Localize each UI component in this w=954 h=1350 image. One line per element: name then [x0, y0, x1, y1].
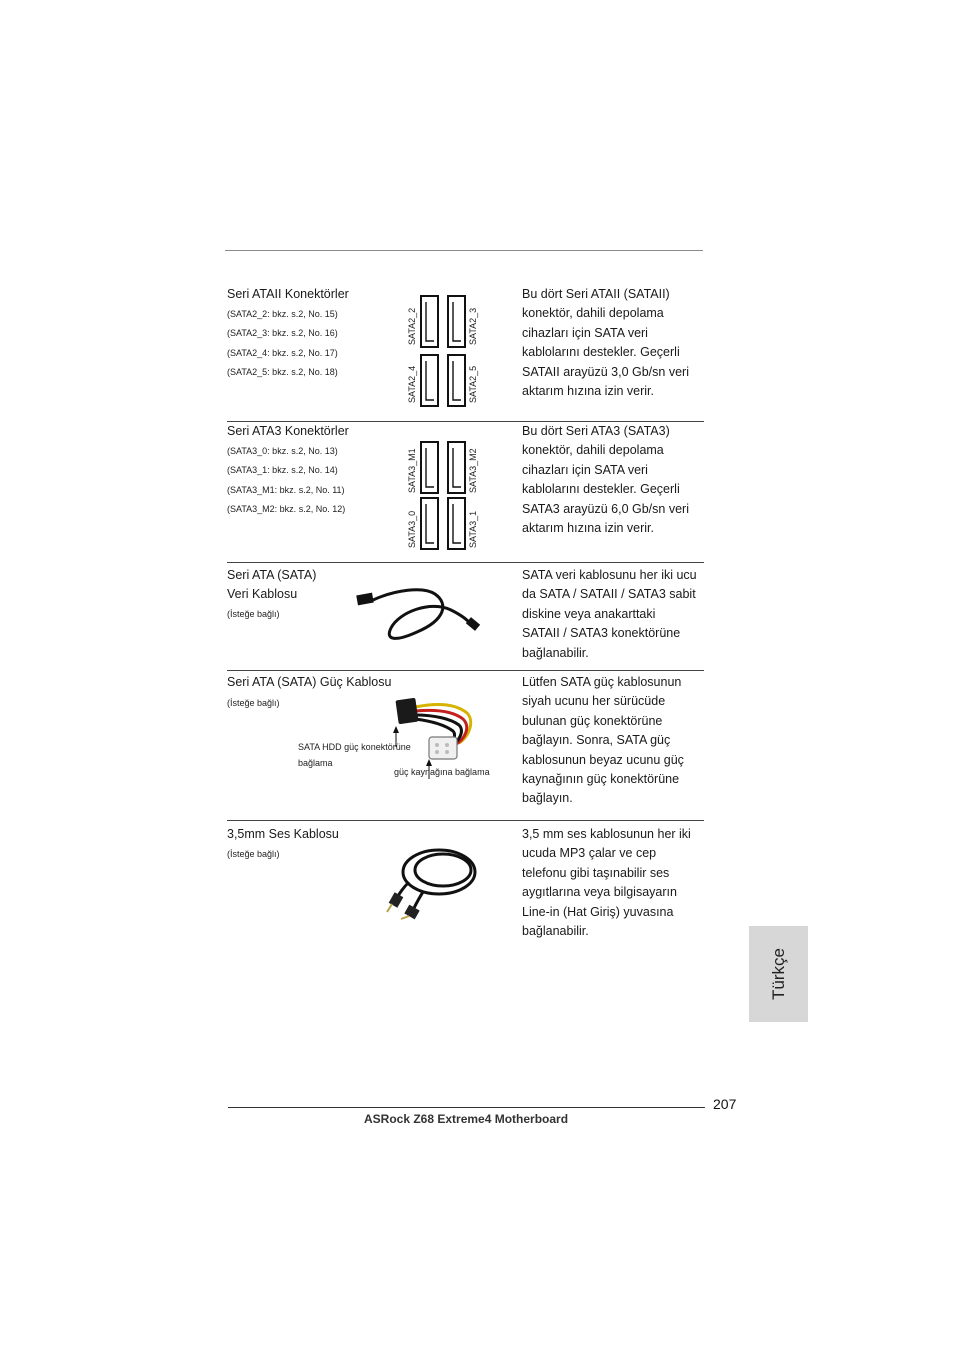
section-power-cable [227, 673, 705, 813]
section-divider [227, 670, 704, 671]
language-tab [749, 926, 808, 1022]
footer-product-name: ASRock Z68 Extreme4 Motherboard [364, 1112, 569, 1126]
sata2-note-1: (SATA2_2: bkz. s.2, No. 15) [227, 309, 338, 319]
sata-data-cable-image [355, 580, 485, 646]
top-rule [225, 250, 703, 251]
audio-cable-image [383, 840, 483, 920]
label-sata3-1: SATA3_1 [468, 510, 478, 548]
sata2-description: Bu dört Seri ATAII (SATAII) konektör, dahili depolama cihazları için SATA veri kablolarını destekler. Geçerli SATAII arayüzü 3,0 Gb/sn veri aktarım hızına izin verir. [522, 287, 689, 399]
connector-sata3-1 [448, 498, 465, 549]
label-hdd-line-1: SATA HDD güç konektörüne [298, 742, 411, 752]
sata3-note-4: (SATA3_M2: bkz. s.2, No. 12) [227, 504, 346, 514]
sata3-note-2: (SATA3_1: bkz. s.2, No. 14) [227, 465, 338, 475]
sata2-note-4: (SATA2_5: bkz. s.2, No. 18) [227, 367, 338, 377]
data-cable-title-line-2: Veri Kablosu [227, 587, 298, 601]
sata3-connector-diagram [405, 440, 487, 552]
section-divider [227, 562, 704, 563]
label-sata3-m1: SATA3_M1 [407, 448, 417, 493]
sata3-note-1: (SATA3_0: bkz. s.2, No. 13) [227, 446, 338, 456]
data-cable-description: SATA veri kablosunu her iki ucu da SATA / SATAII / SATA3 sabit diskine veya anakarttaki SATAII / SATA3 konektörüne bağlanabilir. [522, 568, 697, 660]
connector-sata2-4 [421, 355, 438, 406]
data-cable-title-line-1: Seri ATA (SATA) [227, 568, 317, 582]
connector-sata3-m1 [421, 442, 438, 493]
sata3-note-3: (SATA3_M1: bkz. s.2, No. 11) [227, 485, 345, 495]
sata3-title: Seri ATA3 Konektörler [227, 424, 349, 438]
audio-cable-title: 3,5mm Ses Kablosu [227, 827, 339, 841]
sata2-title: Seri ATAII Konektörler [227, 287, 349, 301]
language-tab-label: Türkçe [768, 948, 788, 1000]
section-data-cable [227, 566, 705, 666]
section-divider [227, 820, 704, 821]
connector-sata2-3 [448, 296, 465, 347]
connector-sata3-m2 [448, 442, 465, 493]
label-power-supply: güç kaynağına bağlama [394, 767, 490, 777]
sata2-note-2: (SATA2_3: bkz. s.2, No. 16) [227, 328, 338, 338]
connector-sata2-2 [421, 296, 438, 347]
label-sata2-5: SATA2_5 [468, 365, 478, 403]
section-sata3 [227, 422, 705, 557]
label-sata3-m2: SATA3_M2 [468, 448, 478, 493]
section-sata2 [227, 285, 705, 415]
data-cable-note: (İsteğe bağlı) [227, 609, 280, 619]
label-sata3-0: SATA3_0 [407, 510, 417, 548]
audio-cable-note: (İsteğe bağlı) [227, 849, 280, 859]
power-cable-title: Seri ATA (SATA) Güç Kablosu [227, 675, 392, 689]
label-hdd-line-2: bağlama [298, 758, 333, 768]
sata3-description: Bu dört Seri ATA3 (SATA3) konektör, dahili depolama cihazları için SATA veri kablolarını destekler. Geçerli SATA3 arayüzü 6,0 Gb/sn veri aktarım hızına izin verir. [522, 424, 689, 536]
label-sata2-2: SATA2_2 [407, 307, 417, 345]
connector-sata2-5 [448, 355, 465, 406]
label-sata2-3: SATA2_3 [468, 307, 478, 345]
label-sata2-4: SATA2_4 [407, 365, 417, 403]
audio-cable-description: 3,5 mm ses kablosunun her iki ucuda MP3 çalar ve cep telefonu gibi taşınabilir ses aygıtlarına veya bilgisayarın Line-in (Hat Giriş) yuvasına bağlanabilir. [522, 827, 691, 939]
power-cable-note: (İsteğe bağlı) [227, 698, 280, 708]
power-cable-description: Lütfen SATA güç kablosunun siyah ucunu her sürücüde bulunan güç konektörüne bağlayın. Sonra, SATA güç kablosunun beyaz ucunu güç kaynağının güç konektörüne bağlayın. [522, 675, 684, 806]
page-number: 207 [713, 1096, 737, 1112]
sata2-connector-diagram [405, 293, 487, 411]
section-audio-cable [227, 825, 705, 945]
connector-sata3-0 [421, 498, 438, 549]
sata2-note-3: (SATA2_4: bkz. s.2, No. 17) [227, 348, 338, 358]
footer-rule [228, 1107, 705, 1108]
